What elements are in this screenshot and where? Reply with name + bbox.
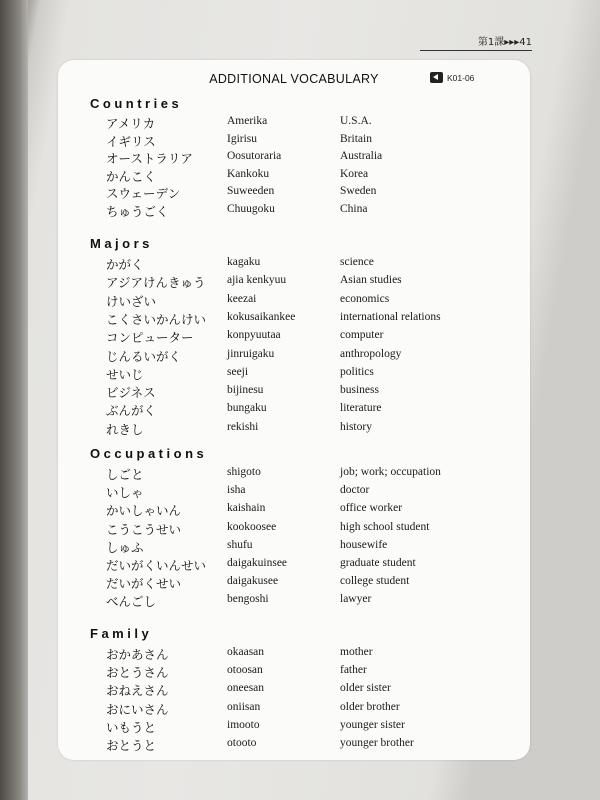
vocab-english: housewife	[340, 538, 388, 551]
vocab-romaji: oneesan	[227, 682, 265, 695]
vocab-row	[58, 114, 530, 132]
vocab-english: business	[340, 384, 379, 397]
vocab-kana: いもうと	[106, 719, 157, 735]
vocab-romaji: kookoosee	[227, 520, 277, 533]
vocab-romaji: bungaku	[227, 402, 267, 415]
card-title: ADDITIONAL VOCABULARY	[209, 72, 379, 86]
vocab-english: anthropology	[340, 347, 402, 360]
vocab-romaji: keezai	[227, 292, 257, 305]
vocab-english: computer	[340, 329, 384, 342]
vocab-romaji: bijinesu	[227, 384, 264, 397]
vocab-english: Britain	[340, 132, 372, 145]
vocab-romaji: kaishain	[227, 502, 266, 515]
vocab-english: doctor	[340, 484, 370, 497]
vocab-row	[58, 574, 530, 592]
vocab-english: younger brother	[340, 737, 414, 749]
vocab-row	[58, 273, 530, 291]
vocab-kana: いしゃ	[106, 485, 144, 501]
vocab-row	[58, 167, 530, 185]
vocab-row	[58, 365, 530, 383]
vocab-kana: こうこうせい	[106, 521, 182, 537]
vocab-romaji: otoosan	[227, 664, 263, 677]
section-heading: Countries	[90, 96, 183, 111]
vocab-english: Australia	[340, 150, 383, 163]
vocab-english: father	[340, 664, 367, 677]
vocab-english: China	[340, 203, 368, 215]
audio-track-label: K01-06	[447, 72, 475, 83]
vocab-english: graduate student	[340, 557, 416, 569]
vocab-row	[58, 383, 530, 401]
vocab-row	[58, 328, 530, 346]
vocab-romaji: daigakusee	[227, 575, 279, 588]
vocab-kana: ビジネス	[106, 385, 156, 401]
vocab-romaji: otooto	[227, 737, 257, 749]
vocab-english: high school student	[340, 520, 430, 533]
vocab-kana: かいしゃいん	[106, 503, 182, 519]
vocab-english: mother	[340, 646, 373, 658]
vocab-row	[58, 538, 530, 556]
vocab-romaji: bengoshi	[227, 593, 269, 606]
vocab-kana: スウェーデン	[106, 186, 181, 202]
vocab-kana: ちゅうごく	[106, 204, 169, 219]
book-binding	[0, 0, 28, 800]
vocab-romaji: Chuugoku	[227, 203, 275, 215]
vocab-romaji: daigakuinsee	[227, 557, 288, 569]
vocab-romaji: jinruigaku	[227, 347, 275, 360]
vocab-row	[58, 681, 530, 699]
vocab-kana: かがく	[106, 257, 144, 272]
audio-track	[430, 72, 474, 83]
vocab-row	[58, 736, 530, 754]
vocab-romaji: Igirisu	[227, 132, 258, 145]
vocab-row	[58, 718, 530, 736]
vocab-romaji: imooto	[227, 718, 260, 731]
vocab-kana: おねえさん	[106, 683, 169, 699]
vocab-kana: けいざい	[106, 293, 157, 309]
vocab-row	[58, 202, 530, 220]
vocab-kana: かんこく	[106, 168, 157, 184]
vocab-row	[58, 292, 530, 310]
vocab-row	[58, 310, 530, 328]
vocab-row	[58, 401, 530, 419]
vocab-kana: べんごし	[106, 594, 157, 610]
vocab-romaji: isha	[227, 484, 246, 497]
vocab-english: economics	[340, 292, 390, 305]
vocab-english: history	[340, 420, 372, 433]
vocab-romaji: oniisan	[227, 700, 261, 713]
vocab-row	[58, 700, 530, 718]
vocab-row	[58, 420, 530, 438]
section-heading: Family	[90, 626, 153, 641]
vocab-romaji: Oosutoraria	[227, 150, 282, 163]
vocab-romaji: ajia kenkyuu	[227, 274, 287, 287]
vocab-english: literature	[340, 402, 382, 415]
vocab-romaji: okaasan	[227, 646, 265, 658]
vocab-kana: じんるいがく	[106, 348, 182, 364]
vocab-english: science	[340, 256, 374, 268]
vocab-row	[58, 149, 530, 167]
vocab-romaji: shigoto	[227, 466, 261, 478]
vocab-kana: しごと	[106, 467, 144, 482]
vocab-kana: オーストラリア	[106, 151, 193, 167]
vocab-kana: しゅふ	[106, 539, 144, 555]
vocab-kana: せいじ	[106, 366, 144, 382]
vocab-romaji: Amerika	[227, 115, 268, 127]
vocab-english: international relations	[340, 310, 441, 323]
vocab-row	[58, 465, 530, 483]
vocab-romaji: shufu	[227, 538, 253, 551]
vocab-english: Korea	[340, 167, 369, 180]
vocab-kana: おにいさん	[106, 701, 169, 717]
vocab-row	[58, 645, 530, 663]
vocab-kana: ぶんがく	[106, 403, 157, 419]
vocab-romaji: kagaku	[227, 256, 261, 268]
vocab-row	[58, 255, 530, 273]
vocab-row	[58, 347, 530, 365]
vocab-kana: アメリカ	[106, 116, 156, 131]
vocab-romaji: Suweeden	[227, 185, 275, 198]
vocab-english: politics	[340, 365, 374, 378]
vocab-english: Sweden	[340, 185, 377, 198]
vocab-kana: イギリス	[106, 133, 156, 149]
vocabulary-card	[58, 60, 530, 760]
vocab-english: younger sister	[340, 718, 405, 731]
vocab-english: job; work; occupation	[340, 466, 441, 478]
vocab-english: older sister	[340, 682, 391, 695]
vocab-row	[58, 184, 530, 202]
vocab-english: older brother	[340, 700, 400, 713]
vocab-kana: おとうと	[106, 738, 157, 753]
vocab-romaji: seeji	[227, 365, 249, 378]
vocab-row	[58, 483, 530, 501]
section-heading: Majors	[90, 236, 153, 251]
vocab-kana: おとうさん	[106, 665, 169, 681]
vocab-kana: だいがくいんせい	[106, 558, 207, 573]
section-heading: Occupations	[90, 446, 208, 461]
vocab-kana: アジアけんきゅう	[106, 275, 206, 291]
vocab-row	[58, 132, 530, 150]
vocab-kana: コンピューター	[106, 330, 194, 346]
vocab-romaji: rekishi	[227, 420, 259, 433]
vocab-row	[58, 501, 530, 519]
vocab-english: college student	[340, 575, 410, 588]
vocab-row	[58, 520, 530, 538]
vocab-row	[58, 556, 530, 574]
vocab-kana: れきし	[106, 421, 144, 437]
vocab-english: U.S.A.	[340, 115, 372, 127]
vocab-kana: だいがくせい	[106, 576, 182, 592]
vocab-kana: おかあさん	[106, 647, 169, 662]
vocab-english: office worker	[340, 502, 403, 515]
speaker-icon	[430, 72, 443, 83]
vocab-romaji: konpyuutaa	[227, 329, 281, 342]
vocab-english: Asian studies	[340, 274, 402, 287]
vocab-romaji: kokusaikankee	[227, 310, 296, 323]
vocab-row	[58, 663, 530, 681]
vocab-row	[58, 592, 530, 610]
running-head: 第1課▸▸▸41	[420, 33, 532, 51]
vocab-romaji: Kankoku	[227, 167, 270, 180]
vocab-english: lawyer	[340, 593, 372, 606]
vocab-kana: こくさいかんけい	[106, 311, 207, 327]
